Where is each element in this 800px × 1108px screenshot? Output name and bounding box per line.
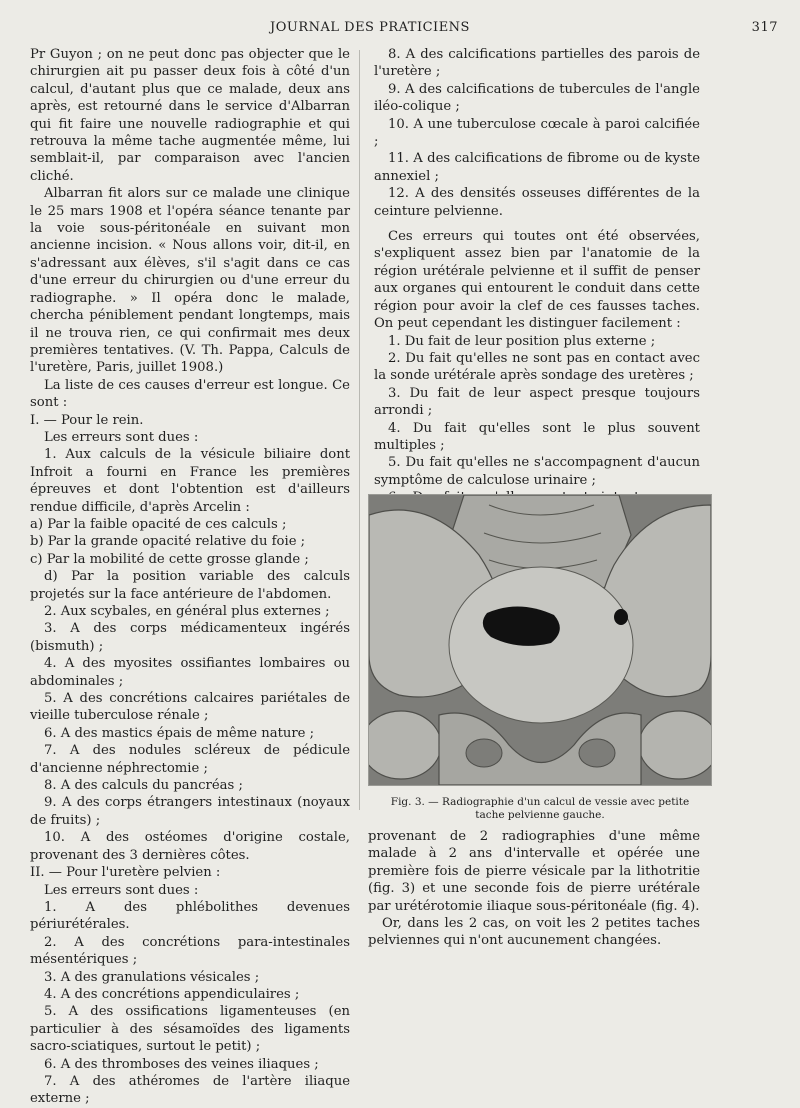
list-item: 3. A des granulations vésicales ; [44, 969, 260, 985]
page-header [30, 20, 790, 42]
list-intro: Les erreurs sont dues : [44, 429, 199, 445]
list-item: 12. A des densités osseuses différentes de la ceinture pelvienne. [374, 186, 700, 219]
paragraph: provenant de 2 radiographies d'une même malade à 2 ans d'intervalle et opérée une première fois de pierre vésicale par la lithotritie (fig. 3) et une seconde fois de pierre urétérale par urétérotomie iliaque sous-péritonéale (fig. 4). [368, 829, 700, 914]
list-item: 4. A des concrétions appendiculaires ; [44, 986, 300, 1002]
list-item: 10. A une tuberculose cœcale à paroi calcifiée ; [374, 116, 700, 150]
left-column [30, 46, 350, 1108]
list-item: 4. Du fait qu'elles sont le plus souvent multiples ; [374, 420, 700, 453]
list-item: 5. A des concrétions calcaires pariétales de vieille tuberculose rénale ; [30, 691, 350, 724]
list-item: 7. A des nodules scléreux de pédicule d'ancienne néphrectomie ; [30, 743, 350, 776]
list-item: 11. A des calcifications de fibrome ou de kyste annexiel ; [374, 151, 700, 184]
list-item: 9. A des corps étrangers intestinaux (noyaux de fruits) ; [30, 795, 350, 828]
column-divider [359, 50, 360, 810]
list-item: 10. A des ostéomes d'origine costale, provenant des 3 dernières côtes. [30, 830, 350, 863]
list-subitem: c) Par la mobilité de cette grosse glande ; [30, 551, 309, 567]
list-item: 1. A des phlébolithes devenues périurétérales. [30, 899, 350, 933]
section-heading: II. — Pour l'uretère pelvien : [30, 865, 221, 881]
list-subitem: b) Par la grande opacité relative du foie ; [30, 534, 306, 550]
list-intro: Les erreurs sont dues : [44, 882, 199, 898]
list-item: 7. A des athéromes de l'artère iliaque externe ; [30, 1073, 350, 1107]
section-heading: I. — Pour le rein. [30, 412, 144, 428]
list-item: 3. Du fait de leur aspect presque toujours arrondi ; [374, 385, 700, 419]
figure-caption: Fig. 3. — Radiographie d'un calcul de vessie avec petite tache pelvienne gauche. [390, 796, 690, 821]
right-column-bottom [368, 828, 700, 950]
list-subitem: a) Par la faible opacité de ces calculs ; [30, 516, 287, 532]
paragraph: Pr Guyon ; on ne peut donc pas objecter que le chirurgien ait pu passer deux fois à côté d'un calcul, d'autant plus que ce malade, deux ans après, est retourné dans le service d'Albarran qui fit faire une nouvelle radiographie et qui retrouva la même tache augmentée même, lui semblait-il, par comparaison avec l'ancien cliché. [30, 47, 350, 184]
list-item: 9. A des calcifications de tubercules de l'angle iléo-colique ; [374, 81, 700, 115]
paragraph: Or, dans les 2 cas, on voit les 2 petites taches pelviennes qui n'ont aucunement changées. [368, 916, 700, 949]
list-item: 1. Du fait de leur position plus externe ; [388, 333, 656, 349]
journal-title: JOURNAL DES PRATICIENS [270, 20, 470, 35]
paragraph: Albarran fit alors sur ce malade une clinique le 25 mars 1908 et l'opéra séance tenante par la voie sous-péritonéale en suivant mon ancienne incision. « Nous allons voir, dit-il, en s'adressant aux élèves, s'il s'agit dans ce cas d'une erreur du chirurgien ou d'une erreur du radiographe. » Il opéra donc le malade, chercha péniblement pendant longtemps, mais il ne trouva rien, ce qui confirmait mes deux premières tentatives. (V. Th. Pappa, Calculs de l'uretère, Paris, juillet 1908.) [30, 186, 350, 376]
paragraph: Ces erreurs qui toutes ont été observées, s'expliquent assez bien par l'anatomie de la région urétérale pelvienne et il suffit de penser aux organes qui entourent le conduit dans cette région pour avoir la clef de ces fausses taches. On peut cependant les distinguer facilement : [374, 229, 700, 332]
pelvic-spot [614, 609, 628, 625]
radiograph-figure [368, 494, 712, 786]
list-item: 4. A des myosites ossifiantes lombaires ou abdominales ; [30, 656, 350, 689]
list-item: 2. Du fait qu'elles ne sont pas en contact avec la sonde urétérale après sondage des uretères ; [374, 350, 700, 384]
paragraph: La liste de ces causes d'erreur est longue. Ce sont : [30, 377, 350, 411]
pelvis-schematic [369, 495, 711, 785]
list-item: 2. Aux scybales, en général plus externes ; [44, 604, 330, 619]
list-item: 6. A des mastics épais de même nature ; [44, 725, 315, 741]
list-item: 8. A des calculs du pancréas ; [44, 778, 243, 794]
list-item: 8. A des calcifications partielles des parois de l'uretère ; [374, 47, 700, 80]
list-subitem: d) Par la position variable des calculs projetés sur la face antérieure de l'abdomen. [30, 569, 350, 602]
list-item: 1. Aux calculs de la vésicule biliaire dont Infroit a fourni en France les premières épreuves et dont l'obtention est d'ailleurs rendue difficile, d'après Arcelin : [30, 447, 350, 515]
list-item: 2. A des concrétions para-intestinales mésentériques ; [30, 934, 350, 968]
page-number: 317 [751, 20, 778, 35]
list-item: 3. A des corps médicamenteux ingérés (bismuth) ; [30, 621, 350, 654]
list-item: 6. A des thromboses des veines iliaques ; [44, 1056, 319, 1072]
list-item: 5. A des ossifications ligamenteuses (en particulier à des sésamoïdes des ligaments sacro-sciatiques, surtout le petit) ; [30, 1004, 350, 1055]
list-item: 5. Du fait qu'elles ne s'accompagnent d'aucun symptôme de calculose urinaire ; [374, 455, 700, 488]
